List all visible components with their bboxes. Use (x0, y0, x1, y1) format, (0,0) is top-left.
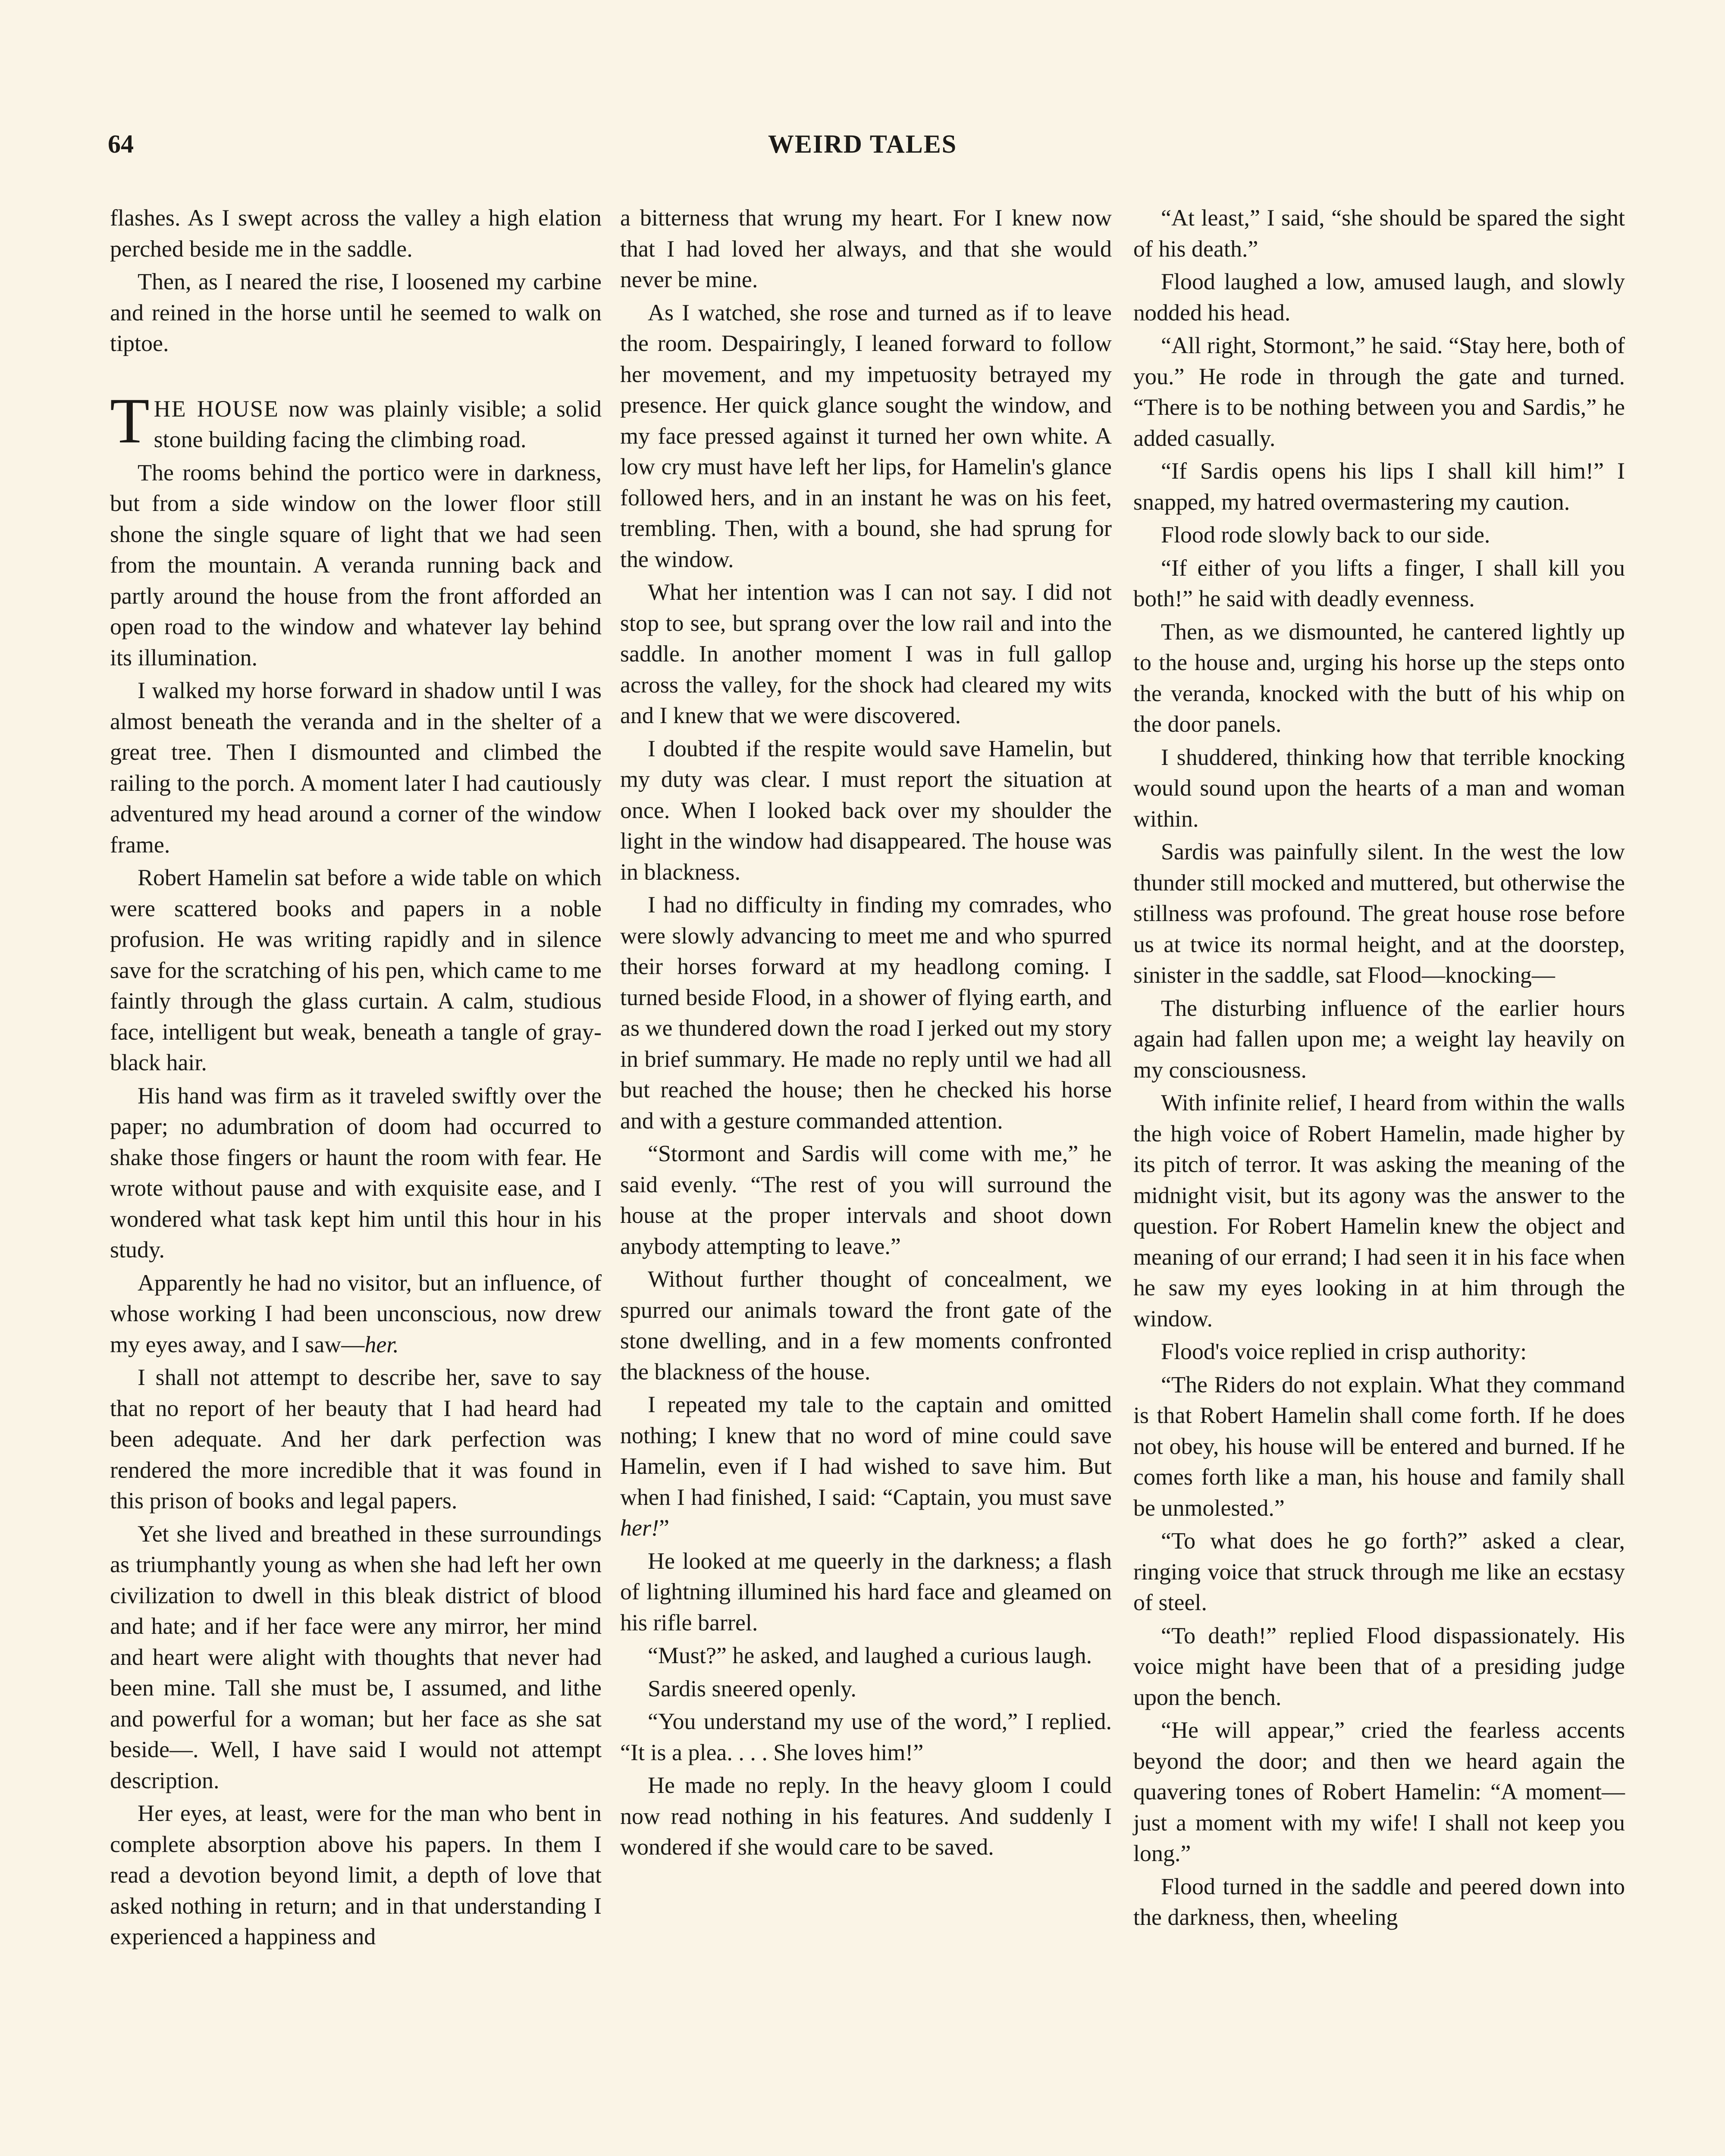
page-header (0, 129, 1725, 168)
paragraph: Flood turned in the saddle and peered down into the darkness, then, wheeling (1133, 1873, 1625, 1930)
paragraph: “Must?” he asked, and laughed a curious laugh. (648, 1642, 1092, 1668)
paragraph: He looked at me queerly in the darkness; a flash of lightning illumined his hard face and gleamed on his rifle barrel. (620, 1548, 1112, 1636)
section-start-paragraph (110, 385, 602, 457)
text-column-1 (110, 203, 602, 2156)
paragraph: flashes. As I swept across the valley a high elation perched beside me in the saddle. (110, 205, 602, 262)
paragraph: I had no difficulty in finding my comrades, who were slowly advancing to meet me and who spurred their horses forward at my headlong coming. I turned beside Flood, in a shower of flying earth, and as we thundered down the road I jerked out my story in brief summary. He made no reply until we had all but reached the house; then he checked his horse and with a gesture commanded attention. (620, 892, 1112, 1134)
paragraph: Without further thought of concealment, we spurred our animals toward the front gate of the stone dwelling, and in a few moments confronted the blackness of the house. (620, 1266, 1112, 1385)
paragraph: Then, as I neared the rise, I loosened my carbine and reined in the horse until he seemed to walk on tiptoe. (110, 269, 602, 356)
paragraph: As I watched, she rose and turned as if to leave the room. Despairingly, I leaned forward to follow her movement, and my impetuosity betrayed my presence. Her quick glance sought the window, and my face pressed against it turned her own white. A low cry must have left her lips, for Hamelin's glance followed hers, and in an instant he was on his feet, trembling. Then, with a bound, she had sprung for the window. (620, 299, 1112, 572)
paragraph: What her intention was I can not say. I did not stop to see, but sprang over the low rail and into the saddle. In another moment I was in full gallop across the valley, for the shock had cleared my wits and I knew that we were discovered. (620, 579, 1112, 728)
paragraph-text: ” (659, 1515, 669, 1541)
text-column-3 (1133, 203, 1625, 2156)
text-column-2 (620, 203, 1112, 2156)
paragraph: “To what does he go forth?” asked a clear, ringing voice that struck through me like an ecstasy of steel. (1133, 1528, 1625, 1615)
emphasis-text: her! (620, 1515, 659, 1541)
paragraph-text: Apparently he had no visitor, but an influence, of whose working I had been unconscious, now drew my eyes away, and I saw— (110, 1269, 602, 1357)
paragraph: Her eyes, at least, were for the man who bent in complete absorption above his papers. In them I read a devotion beyond limit, a depth of love that asked nothing in return; and in that understanding I experienced a happiness and (110, 1800, 602, 1949)
paragraph: “All right, Stormont,” he said. “Stay here, both of you.” He rode in through the gate and turned. “There is to be nothing between you and Sardis,” he added casually. (1133, 332, 1625, 451)
paragraph: His hand was firm as it traveled swiftly over the paper; no adumbration of doom had occurred to shake those fingers or haunt the room with fear. He wrote without pause and with exquisite ease, and I wondered what task kept him until this hour in his study. (110, 1082, 602, 1263)
paragraph: “Stormont and Sardis will come with me,” he said evenly. “The rest of you will surround the house at the proper intervals and shoot down anybody attempting to leave.” (620, 1141, 1112, 1259)
paragraph: “At least,” I said, “she should be spared the sight of his death.” (1133, 205, 1625, 262)
paragraph: Sardis sneered openly. (648, 1675, 856, 1702)
paragraph: Yet she lived and breathed in these surroundings as triumphantly young as when she had left her own civilization to dwell in this bleak district of blood and hate; and if her face were any mirror, her mind and heart were alight with thoughts that never had been mine. Tall she must be, I assumed, and lithe and powerful for a woman; but her face as she sat beside—. Well, I have said I would not attempt description. (110, 1520, 602, 1793)
paragraph: Flood's voice replied in crisp authority: (1161, 1338, 1527, 1364)
paragraph-text: now was plainly visible; a solid stone building facing the climbing road. (154, 395, 602, 452)
section-lead-caps: HE HOUSE (154, 395, 279, 422)
paragraph: He made no reply. In the heavy gloom I could now read nothing in his features. And suddenly I wondered if she would care to be saved. (620, 1772, 1112, 1860)
paragraph (110, 1268, 602, 1360)
paragraph: I shall not attempt to describe her, save to say that no report of her beauty that I had heard had been adequate. And her dark perfection was rendered the more incredible that it was found in this prison of books and legal papers. (110, 1364, 602, 1514)
paragraph: Robert Hamelin sat before a wide table on which were scattered books and papers in a noble profusion. He was writing rapidly and in silence save for the scratching of his pen, which came to me faintly through the glass curtain. A calm, studious face, intelligent but weak, beneath a tangle of gray-black hair. (110, 865, 602, 1075)
running-title: WEIRD TALES (768, 130, 957, 158)
paragraph: a bitterness that wrung my heart. For I knew now that I had loved her always, and that she would never be mine. (620, 205, 1112, 292)
paragraph: I doubted if the respite would save Hamelin, but my duty was clear. I must report the situation at once. When I looked back over my shoulder the light in the window had disappeared. The house was in blackness. (620, 735, 1112, 885)
paragraph: “The Riders do not explain. What they command is that Robert Hamelin shall come forth. If he does not obey, his house will be entered and burned. If he comes forth like a man, his house and family shall be unmolested.” (1133, 1371, 1625, 1521)
paragraph: “You understand my use of the word,” I replied. “It is a plea. . . . She loves him!” (620, 1708, 1112, 1765)
paragraph: “To death!” replied Flood dispassionately. His voice might have been that of a presiding judge upon the bench. (1133, 1622, 1625, 1710)
paragraph: Sardis was painfully silent. In the west the low thunder still mocked and muttered, but otherwise the stillness was profound. The great house rose before us at twice its normal height, and at the doorstep, sinister in the saddle, sat Flood—knocking— (1133, 839, 1625, 988)
paragraph (620, 1389, 1112, 1544)
paragraph: The disturbing influence of the earlier hours again had fallen upon me; a weight lay heavily on my consciousness. (1133, 995, 1625, 1083)
paragraph: Then, as we dismounted, he cantered lightly up to the house and, urging his horse up the steps onto the veranda, knocked with the butt of his whip on the door panels. (1133, 618, 1625, 737)
paragraph: “He will appear,” cried the fearless accents beyond the door; and then we heard again the quavering tones of Robert Hamelin: “A moment—just a moment with my wife! I shall not keep you long.” (1133, 1717, 1625, 1866)
drop-cap: T (110, 385, 150, 457)
paragraph: With infinite relief, I heard from within the walls the high voice of Robert Hamelin, made higher by its pitch of terror. It was asking the meaning of the midnight visit, but its agony was the answer to the question. For Robert Hamelin knew the object and meaning of our errand; I had seen it in his face when he saw my eyes looking in at him through the window. (1133, 1090, 1625, 1332)
page-number: 64 (108, 130, 134, 158)
paragraph: Flood laughed a low, amused laugh, and slowly nodded his head. (1133, 269, 1625, 326)
paragraph: I shuddered, thinking how that terrible knocking would sound upon the hearts of a man and woman within. (1133, 744, 1625, 832)
paragraph: Flood rode slowly back to our side. (1161, 522, 1490, 548)
emphasis-text: her. (364, 1331, 399, 1357)
paragraph: “If either of you lifts a finger, I shall kill you both!” he said with deadly evenness. (1133, 555, 1625, 611)
paragraph: The rooms behind the portico were in darkness, but from a side window on the lower floor still shone the single square of light that we had seen from the mountain. A veranda running back and partly around the house from the front afforded an open road to the window and whatever lay behind its illumination. (110, 459, 602, 671)
paragraph-text: I repeated my tale to the captain and omitted nothing; I knew that no word of mine could save Hamelin, even if I had wished to save him. But when I had finished, I said: “Captain, you must save (620, 1391, 1112, 1510)
paragraph: I walked my horse forward in shadow until I was almost beneath the veranda and in the shelter of a great tree. Then I dismounted and climbed the railing to the porch. A moment later I had cautiously adventured my head around a corner of the window frame. (110, 677, 602, 858)
paragraph: “If Sardis opens his lips I shall kill him!” I snapped, my hatred overmastering my caution. (1133, 458, 1625, 515)
